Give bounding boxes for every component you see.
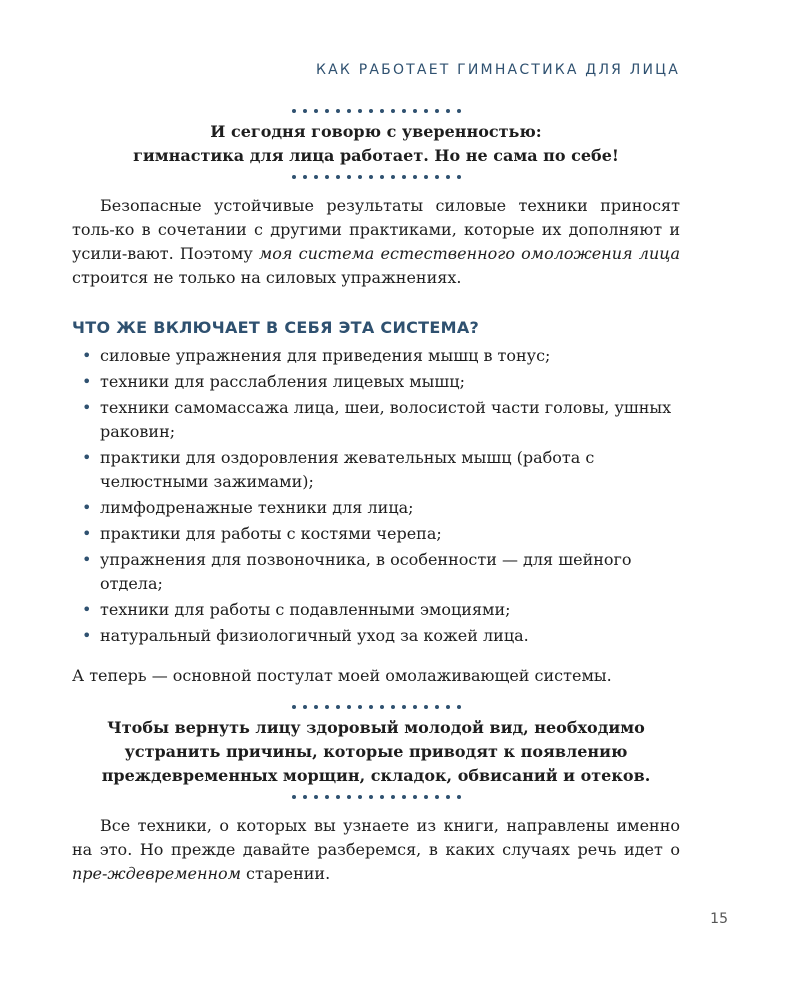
paragraph-text: Безопасные устойчивые результаты силовые техники приносят толь-ко в сочетании с другими практиками, которые их дополняют и усили-вают. Поэтому xyxy=(72,196,680,263)
list-item-text: натуральный физиологичный уход за кожей лица. xyxy=(100,626,529,645)
list-item xyxy=(72,496,680,520)
list-item xyxy=(72,548,680,596)
paragraph xyxy=(72,194,680,290)
paragraph-italic: моя система естественного омоложения лица xyxy=(258,244,681,263)
bullet-icon: • xyxy=(82,398,92,417)
bullet-icon: • xyxy=(82,600,92,619)
page-number: 15 xyxy=(710,911,728,927)
paragraph-text: Все техники, о которых вы узнаете из книги, направлены именно на это. Но прежде давайте разберемся, в каких случаях речь идет о xyxy=(72,816,680,859)
list-item-text: силовые упражнения для приведения мышц в тонус; xyxy=(100,346,551,365)
list-item-text: упражнения для позвоночника, в особенности — для шейного отдела; xyxy=(100,550,632,593)
quote-block xyxy=(72,120,680,168)
paragraph: А теперь — основной постулат моей омолаживающей системы. xyxy=(72,666,612,685)
bullet-icon: • xyxy=(82,372,92,391)
list-item-text: лимфодренажные техники для лица; xyxy=(100,498,414,517)
running-head: КАК РАБОТАЕТ ГИМНАСТИКА ДЛЯ ЛИЦА xyxy=(316,62,680,78)
paragraph-italic: пре-ждевременном xyxy=(72,864,241,883)
quote-line: устранить причины, которые приводят к появлению xyxy=(124,742,628,761)
quote-line: гимнастика для лица работает. Но не сама по себе! xyxy=(133,146,619,165)
list-item-text: техники самомассажа лица, шеи, волосистой части головы, ушных раковин; xyxy=(100,398,672,441)
list-item xyxy=(72,598,680,622)
paragraph xyxy=(72,814,680,886)
list-item xyxy=(72,446,680,494)
paragraph-text: строится не только на силовых упражнениях. xyxy=(72,268,462,287)
ornament-dots xyxy=(72,172,680,182)
list-item xyxy=(72,370,680,394)
list-item-text: техники для расслабления лицевых мышц; xyxy=(100,372,465,391)
bullet-icon: • xyxy=(82,626,92,645)
list-item-text: практики для работы с костями черепа; xyxy=(100,524,442,543)
bullet-icon: • xyxy=(82,346,92,365)
ornament-dots xyxy=(72,106,680,116)
page-content xyxy=(72,106,680,886)
bullet-list xyxy=(72,344,680,648)
list-item xyxy=(72,624,680,648)
paragraph-text: старении. xyxy=(240,864,331,883)
bullet-icon: • xyxy=(82,524,92,543)
list-item xyxy=(72,396,680,444)
bullet-icon: • xyxy=(82,550,92,569)
bullet-icon: • xyxy=(82,448,92,467)
ornament-dots xyxy=(72,792,680,802)
section-heading: ЧТО ЖЕ ВКЛЮЧАЕТ В СЕБЯ ЭТА СИСТЕМА? xyxy=(72,318,480,337)
quote-block xyxy=(72,716,680,788)
quote-line: И сегодня говорю с уверенностью: xyxy=(210,122,542,141)
bullet-icon: • xyxy=(82,498,92,517)
quote-line: Чтобы вернуть лицу здоровый молодой вид, необходимо xyxy=(107,718,645,737)
list-item xyxy=(72,344,680,368)
ornament-dots xyxy=(72,702,680,712)
list-item xyxy=(72,522,680,546)
list-item-text: практики для оздоровления жевательных мышц (работа с челюстными зажимами); xyxy=(100,448,595,491)
quote-line: преждевременных морщин, складок, обвисаний и отеков. xyxy=(101,766,651,785)
list-item-text: техники для работы с подавленными эмоциями; xyxy=(100,600,511,619)
